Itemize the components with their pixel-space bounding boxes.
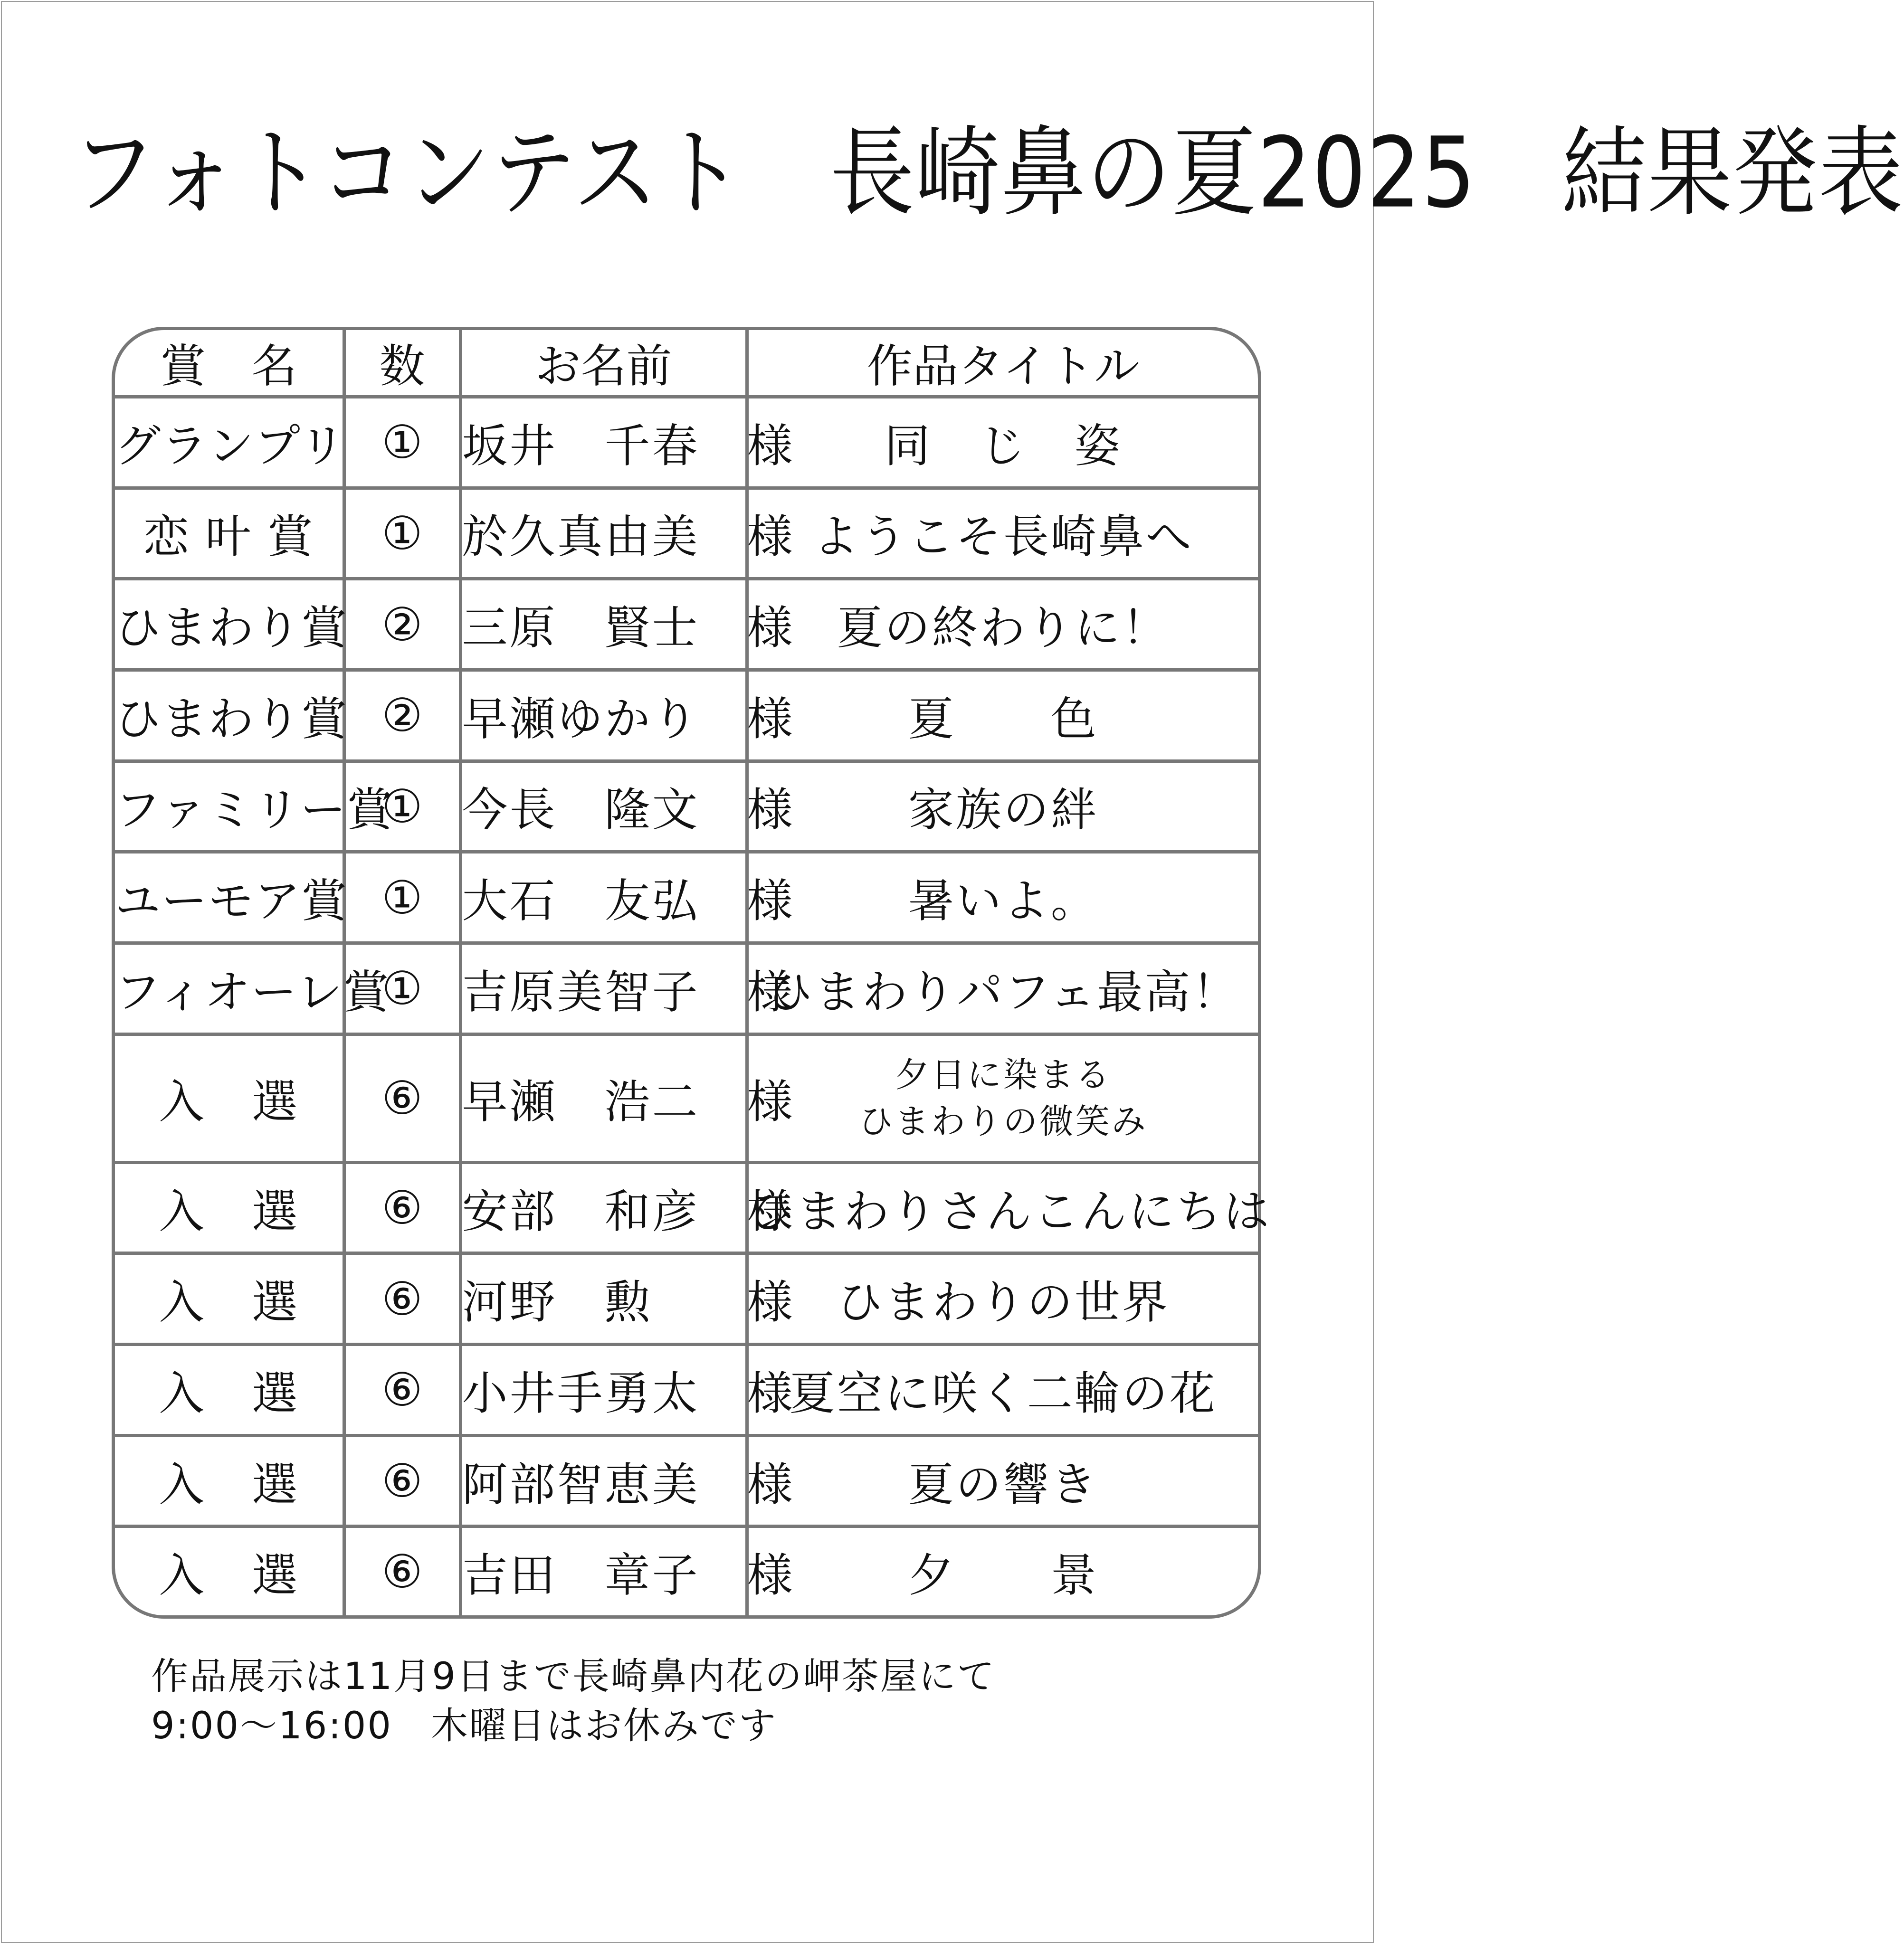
- work-title: [747, 761, 1258, 852]
- header-name: お名前: [460, 330, 747, 397]
- award-name: グランプリ: [115, 397, 344, 488]
- work-title: [747, 1435, 1258, 1527]
- work-title: [747, 1034, 1258, 1162]
- winner-name: 吉原美智子 様: [460, 943, 747, 1034]
- award-name: 入 選: [115, 1435, 344, 1527]
- winner-name: 安部 和彦 様: [460, 1162, 747, 1253]
- work-title-line: ひまわりの世界: [837, 1276, 1170, 1329]
- winner-name: 今長 隆文 様: [460, 761, 747, 852]
- winner-name: 阿部智恵美 様: [460, 1435, 747, 1527]
- table-row: [115, 1162, 1258, 1253]
- award-name: ファミリー賞: [115, 761, 344, 852]
- work-title-line: 夏空に咲く二輪の花: [789, 1366, 1217, 1420]
- table-row: [115, 761, 1258, 852]
- work-title: [747, 670, 1258, 761]
- work-title-line: 家族の絆: [908, 783, 1098, 837]
- award-count: ⑥: [344, 1162, 460, 1253]
- award-count: ①: [344, 852, 460, 943]
- award-count: ②: [344, 579, 460, 670]
- award-count: ⑥: [344, 1034, 460, 1162]
- header-count: 数: [344, 330, 460, 397]
- work-title-line: ひまわりさんこんにちは: [748, 1185, 1271, 1238]
- winner-name: 小井手勇太 様: [460, 1345, 747, 1436]
- award-count: ⑥: [344, 1435, 460, 1527]
- award-name: ユーモア賞: [115, 852, 344, 943]
- work-title-line: 夏の響き: [908, 1458, 1098, 1511]
- work-title-line: ひまわりパフェ最高！: [767, 965, 1240, 1019]
- award-name: 入 選: [115, 1253, 344, 1345]
- award-count: ⑥: [344, 1345, 460, 1436]
- work-title-line: 夏の終わりに！: [837, 601, 1170, 655]
- work-title-line: 暑いよ。: [908, 874, 1098, 928]
- winner-name: 於久真由美 様: [460, 488, 747, 579]
- work-title: [747, 1345, 1258, 1436]
- award-name: ひまわり賞: [115, 579, 344, 670]
- work-title-line: 同 じ 姿: [884, 419, 1122, 473]
- work-title: [747, 579, 1258, 670]
- award-name: 恋 叶 賞: [115, 488, 344, 579]
- award-name: 入 選: [115, 1527, 344, 1615]
- winner-name: 大石 友弘 様: [460, 852, 747, 943]
- work-title: [747, 397, 1258, 488]
- winner-name: 三原 賢士 様: [460, 579, 747, 670]
- award-name: 入 選: [115, 1034, 344, 1162]
- work-title: [747, 1162, 1271, 1253]
- work-title: [747, 852, 1258, 943]
- work-title: [747, 943, 1258, 1034]
- work-title-line: 夕日に染まる: [895, 1055, 1112, 1095]
- work-title: [747, 488, 1258, 579]
- table-row: [115, 1345, 1258, 1436]
- note-line: 作品展示は11月9日まで長崎鼻内花の岬茶屋にて: [151, 1655, 996, 1698]
- table-row: [115, 1527, 1258, 1615]
- award-count: ⑥: [344, 1253, 460, 1345]
- table-row: [115, 1435, 1258, 1527]
- award-count: ①: [344, 943, 460, 1034]
- award-count: ①: [344, 397, 460, 488]
- award-name: 入 選: [115, 1345, 344, 1436]
- table-row: [115, 397, 1258, 488]
- table-row: [115, 1253, 1258, 1345]
- award-count: ①: [344, 488, 460, 579]
- results-table: [115, 330, 1271, 1615]
- award-name: フィオーレ賞: [115, 943, 344, 1034]
- page-title: フォトコンテスト 長崎鼻の夏2025 結果発表: [71, 116, 1904, 229]
- award-count: ⑥: [344, 1527, 460, 1615]
- award-count: ①: [344, 761, 460, 852]
- table-row: [115, 943, 1258, 1034]
- work-title-line: 夏 色: [908, 692, 1098, 746]
- table-row: [115, 852, 1258, 943]
- table-row: [115, 488, 1258, 579]
- winner-name: 坂井 千春 様: [460, 397, 747, 488]
- table-body: [115, 397, 1271, 1616]
- work-title: [747, 1527, 1258, 1615]
- table-header-row: [115, 330, 1258, 397]
- table-row: [115, 1034, 1258, 1162]
- winner-name: 早瀬 浩二 様: [460, 1034, 747, 1162]
- award-name: 入 選: [115, 1162, 344, 1253]
- winner-name: 河野 勲 様: [460, 1253, 747, 1345]
- work-title-line: ひまわりの微笑み: [858, 1101, 1148, 1142]
- table-row: [115, 670, 1258, 761]
- exhibition-notes: [151, 1652, 1291, 1751]
- work-title-line: ようこそ長崎鼻へ: [813, 510, 1193, 564]
- header-award: 賞 名: [115, 330, 344, 397]
- work-title: [747, 1253, 1258, 1345]
- award-count: ②: [344, 670, 460, 761]
- winner-name: 吉田 章子 様: [460, 1527, 747, 1615]
- header-work-title: 作品タイトル: [747, 330, 1258, 397]
- table-row: [115, 579, 1258, 670]
- winner-name: 早瀬ゆかり 様: [460, 670, 747, 761]
- note-line: 9:00～16:00 木曜日はお休みです: [151, 1705, 777, 1747]
- results-table-frame: [112, 327, 1271, 1619]
- award-name: ひまわり賞: [115, 670, 344, 761]
- work-title-line: 夕 景: [908, 1548, 1098, 1602]
